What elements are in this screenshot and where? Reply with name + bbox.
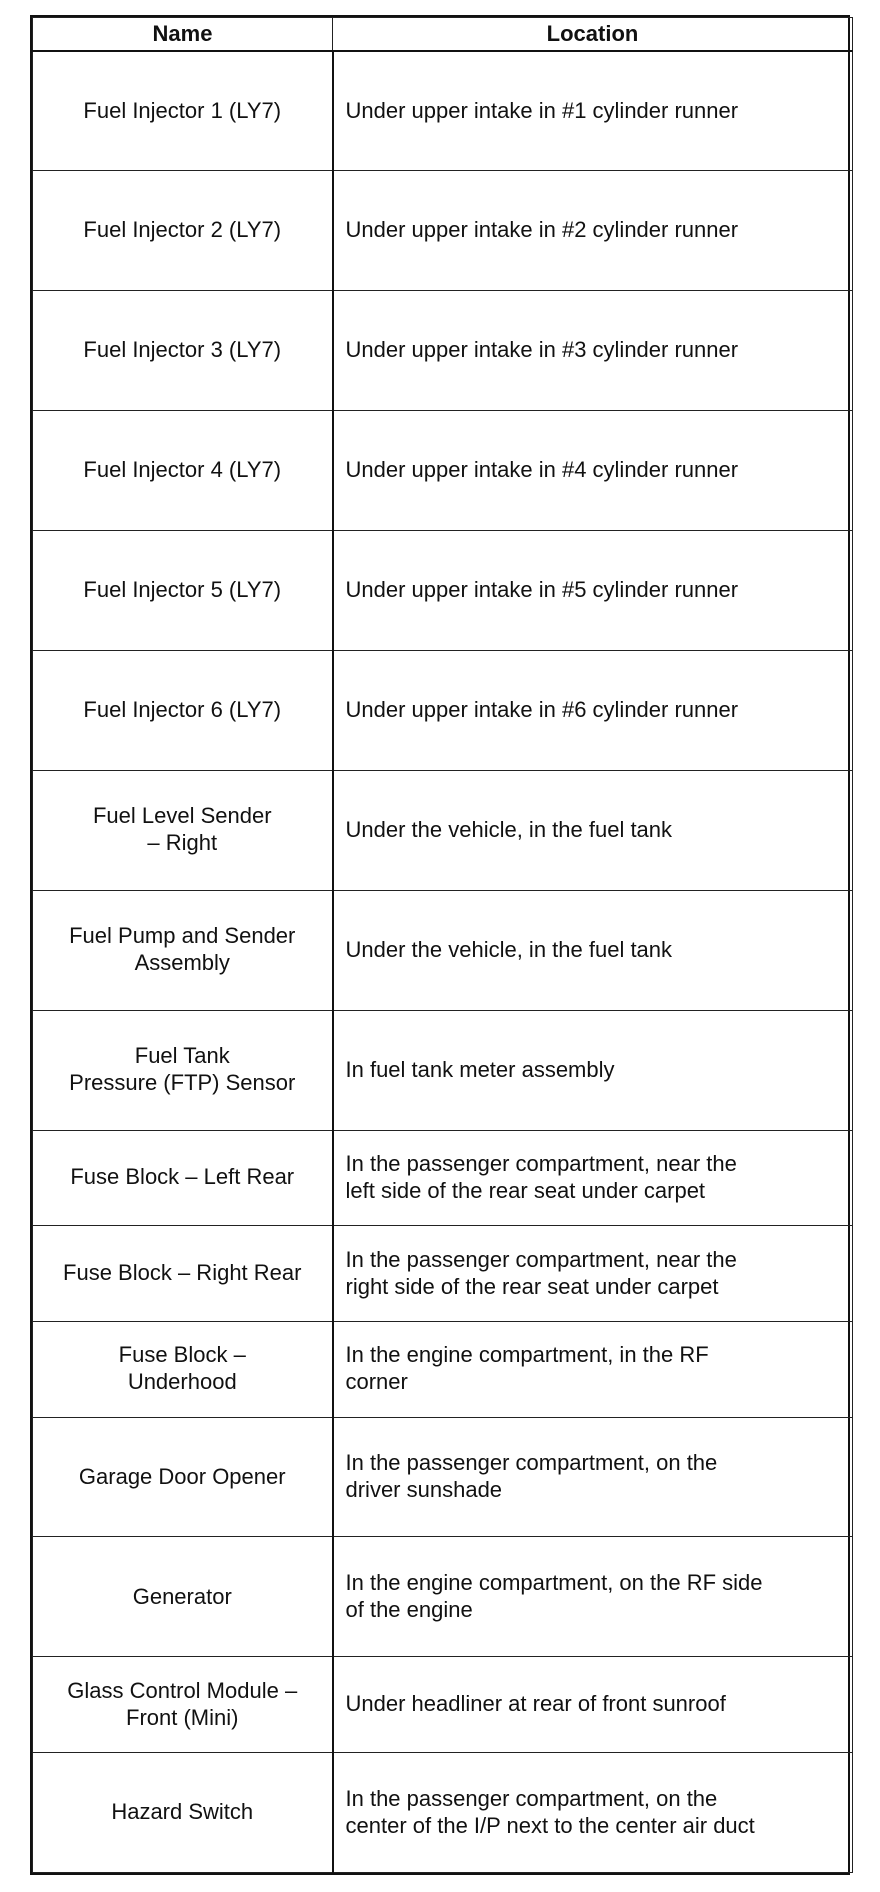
component-name-cell: Fuse Block – Underhood [33,1321,333,1417]
component-location-cell: In fuel tank meter assembly [333,1010,853,1130]
component-location-cell: In the engine compartment, in the RF corner [333,1321,853,1417]
component-location-cell: Under the vehicle, in the fuel tank [333,770,853,890]
component-location-cell: In the engine compartment, on the RF side of the engine [333,1537,853,1657]
component-location-cell: In the passenger compartment, on the center of the I/P next to the center air duct [333,1753,853,1873]
table-row [33,1130,853,1226]
component-name-cell: Garage Door Opener [33,1417,333,1537]
table-row [33,1417,853,1537]
component-name-cell: Fuel Injector 5 (LY7) [33,531,333,651]
component-name-cell: Fuse Block – Left Rear [33,1130,333,1226]
component-location-cell: Under upper intake in #2 cylinder runner [333,171,853,291]
table-row [33,1226,853,1322]
component-location-cell: Under headliner at rear of front sunroof [333,1657,853,1753]
component-location-cell: In the passenger compartment, on the driver sunshade [333,1417,853,1537]
component-location-table [32,17,853,1873]
table-row [33,51,853,171]
table-header-row [33,18,853,52]
column-header-name: Name [33,18,333,52]
component-location-cell: Under upper intake in #4 cylinder runner [333,411,853,531]
component-location-cell: Under upper intake in #1 cylinder runner [333,51,853,171]
component-location-cell: Under upper intake in #6 cylinder runner [333,650,853,770]
component-name-cell: Fuel Tank Pressure (FTP) Sensor [33,1010,333,1130]
component-name-cell: Fuse Block – Right Rear [33,1226,333,1322]
table-row [33,1753,853,1873]
component-location-cell: Under the vehicle, in the fuel tank [333,890,853,1010]
component-name-cell: Fuel Level Sender – Right [33,770,333,890]
component-location-cell: Under upper intake in #3 cylinder runner [333,291,853,411]
component-name-cell: Fuel Pump and Sender Assembly [33,890,333,1010]
table-row [33,1010,853,1130]
component-location-cell: In the passenger compartment, near the left side of the rear seat under carpet [333,1130,853,1226]
table-row [33,1321,853,1417]
component-name-cell: Fuel Injector 6 (LY7) [33,650,333,770]
component-name-cell: Fuel Injector 1 (LY7) [33,51,333,171]
component-name-cell: Fuel Injector 3 (LY7) [33,291,333,411]
table-row [33,531,853,651]
component-name-cell: Glass Control Module – Front (Mini) [33,1657,333,1753]
table-row [33,770,853,890]
table-row [33,1537,853,1657]
table-row [33,650,853,770]
table-row [33,171,853,291]
component-name-cell: Hazard Switch [33,1753,333,1873]
table-row [33,1657,853,1753]
table-row [33,890,853,1010]
component-name-cell: Fuel Injector 4 (LY7) [33,411,333,531]
column-header-location: Location [333,18,853,52]
table-row [33,291,853,411]
component-location-table-sheet [30,15,850,1875]
component-location-cell: In the passenger compartment, near the right side of the rear seat under carpet [333,1226,853,1322]
component-location-cell: Under upper intake in #5 cylinder runner [333,531,853,651]
component-name-cell: Generator [33,1537,333,1657]
component-name-cell: Fuel Injector 2 (LY7) [33,171,333,291]
table-row [33,411,853,531]
